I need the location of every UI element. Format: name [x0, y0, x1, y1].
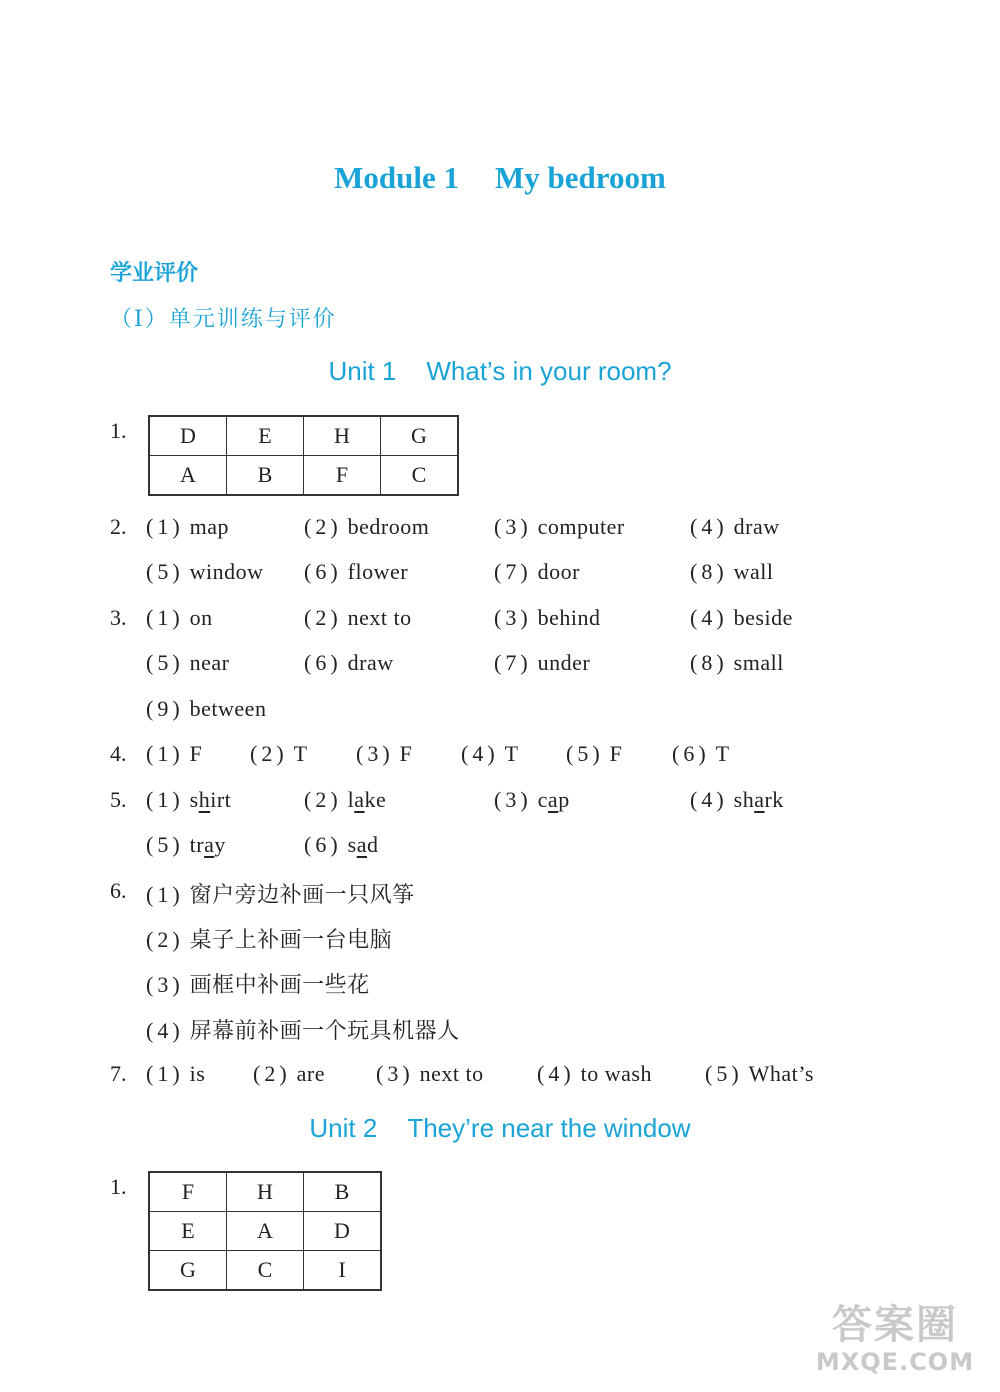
item-number: (4) [146, 1018, 184, 1043]
grid-cell: G [149, 1251, 227, 1291]
question-number: 1. [110, 418, 127, 443]
item-number: (4) [537, 1061, 575, 1086]
item-text: on [189, 605, 213, 630]
item-number: (4) [690, 787, 728, 812]
grid-cell: D [149, 416, 227, 456]
item-text: 窗户旁边补画一只风筝 [189, 883, 415, 908]
item-text: T [504, 741, 519, 766]
grid-cell: D [304, 1212, 382, 1251]
item-number: (7) [494, 559, 532, 584]
item-text: next to [419, 1061, 484, 1086]
word-suffix: irt [210, 787, 232, 812]
answer-item [690, 559, 774, 585]
item-number: (2) [304, 514, 342, 539]
word-suffix: ke [364, 787, 387, 812]
item-text: bedroom [347, 514, 430, 539]
grid-cell: A [149, 456, 227, 496]
word-prefix: s [189, 787, 199, 812]
answer-item [690, 514, 780, 540]
item-number: (5) [146, 832, 184, 857]
item-number: (4) [461, 741, 499, 766]
grid-cell: F [304, 456, 381, 496]
unit2-name: They’re near the window [407, 1113, 691, 1143]
item-number: (5) [705, 1061, 743, 1086]
item-number: (2) [304, 605, 342, 630]
question-number: 5. [110, 787, 127, 812]
answer-item [146, 1061, 205, 1087]
word-prefix: c [537, 787, 548, 812]
question-number: 7. [110, 1061, 127, 1086]
item-number: (2) [146, 927, 184, 952]
item-number: (6) [304, 832, 342, 857]
answer-item [304, 832, 378, 858]
question-number: 3. [110, 605, 127, 630]
answer-item [146, 559, 264, 585]
answer-item [304, 514, 429, 540]
word-suffix: d [366, 832, 379, 857]
item-text: beside [733, 605, 793, 630]
item-number: (1) [146, 514, 184, 539]
word-suffix: y [214, 832, 226, 857]
item-number: (3) [494, 605, 532, 630]
item-text: window [189, 559, 264, 584]
answer-item [146, 1014, 460, 1045]
grid-row [149, 416, 458, 456]
grid-cell: G [381, 416, 459, 456]
item-text: near [189, 650, 230, 675]
answer-item [304, 605, 412, 631]
item-text: T [293, 741, 308, 766]
item-number: (5) [146, 559, 184, 584]
underlined-letter: a [354, 787, 365, 812]
item-text: is [189, 1061, 206, 1086]
grid-row [149, 456, 458, 496]
item-text: under [537, 650, 591, 675]
answer-item [690, 650, 784, 676]
answer-grid-unit2-q1 [148, 1171, 382, 1291]
grid-cell: I [304, 1251, 382, 1291]
grid-row [149, 1251, 381, 1291]
answer-item [146, 832, 226, 858]
grid-cell: H [227, 1172, 304, 1212]
item-number: (6) [304, 650, 342, 675]
word-suffix: rk [764, 787, 784, 812]
answer-item [461, 741, 519, 767]
item-number: (5) [566, 741, 604, 766]
sub-section-label: （Ⅰ）单元训练与评价 [110, 307, 337, 332]
underlined-letter: h [198, 787, 211, 812]
item-text: 屏幕前补画一个玩具机器人 [189, 1019, 460, 1044]
grid-cell: H [304, 416, 381, 456]
item-text: wall [733, 559, 774, 584]
underlined-letter: a [204, 832, 215, 857]
answer-item [146, 787, 231, 813]
item-number: (8) [690, 559, 728, 584]
item-number: (9) [146, 696, 184, 721]
item-number: (2) [250, 741, 288, 766]
item-number: (1) [146, 882, 184, 907]
item-text: are [296, 1061, 326, 1086]
item-text: flower [347, 559, 409, 584]
item-text: behind [537, 605, 601, 630]
item-text: draw [347, 650, 394, 675]
grid-cell: A [227, 1212, 304, 1251]
item-number: (3) [376, 1061, 414, 1086]
item-text: draw [733, 514, 780, 539]
item-text: small [733, 650, 784, 675]
item-text: 桌子上补画一台电脑 [189, 928, 393, 953]
item-number: (3) [494, 787, 532, 812]
item-number: (1) [146, 787, 184, 812]
question-number: 4. [110, 741, 127, 766]
answer-item [376, 1061, 484, 1087]
module-number: Module 1 [334, 160, 460, 195]
item-text: T [715, 741, 730, 766]
grid-row [149, 1172, 381, 1212]
underlined-letter: a [547, 787, 559, 812]
answer-item [690, 787, 784, 813]
item-text: map [189, 514, 230, 539]
item-number: (1) [146, 741, 184, 766]
answer-grid-unit1-q1 [148, 415, 459, 496]
unit1-name: What’s in your room? [426, 356, 672, 386]
answer-item [304, 650, 394, 676]
grid-cell: E [149, 1212, 227, 1251]
watermark-logo [800, 1302, 990, 1382]
answer-item [494, 605, 601, 631]
answer-item [304, 559, 408, 585]
answer-item [253, 1061, 325, 1087]
answer-item [672, 741, 730, 767]
grid-row [149, 1212, 381, 1251]
item-text: F [609, 741, 623, 766]
item-number: (8) [690, 650, 728, 675]
item-text: door [537, 559, 580, 584]
module-title [0, 160, 1000, 196]
watermark-text: 答案圈 [832, 1302, 958, 1348]
answer-item [494, 514, 625, 540]
grid-cell: B [304, 1172, 382, 1212]
answer-item [690, 605, 793, 631]
answer-item [146, 650, 230, 676]
question-number: 2. [110, 514, 127, 539]
item-number: (2) [304, 787, 342, 812]
unit1-number: Unit 1 [328, 356, 397, 386]
item-text: 画框中补画一些花 [189, 973, 370, 998]
answer-item [705, 1061, 814, 1087]
item-text: next to [347, 605, 412, 630]
item-number: (3) [356, 741, 394, 766]
answer-item [146, 696, 266, 722]
grid-cell: B [227, 456, 304, 496]
item-number: (2) [253, 1061, 291, 1086]
answer-item [356, 741, 412, 767]
item-text: between [189, 696, 267, 721]
item-number: (6) [304, 559, 342, 584]
answer-item [494, 559, 580, 585]
unit2-number: Unit 2 [309, 1113, 378, 1143]
item-number: (3) [146, 972, 184, 997]
answer-item [146, 968, 370, 999]
answer-item [537, 1061, 652, 1087]
grid-cell: F [149, 1172, 227, 1212]
item-number: (7) [494, 650, 532, 675]
watermark-url: MXQE.COM [815, 1348, 975, 1376]
answer-item [146, 741, 202, 767]
item-text: What’s [748, 1061, 814, 1086]
unit2-title [0, 1113, 1000, 1144]
question-number: 1. [110, 1174, 127, 1199]
item-number: (4) [690, 514, 728, 539]
module-name: My bedroom [495, 160, 666, 195]
answer-item [146, 923, 392, 954]
grid-cell: E [227, 416, 304, 456]
underlined-letter: a [356, 832, 367, 857]
word-prefix: sh [733, 787, 755, 812]
unit1-title [0, 356, 1000, 387]
item-number: (4) [690, 605, 728, 630]
item-number: (1) [146, 1061, 184, 1086]
word-prefix: tr [189, 832, 205, 857]
section-label: 学业评价 [110, 261, 199, 286]
word-suffix: p [558, 787, 570, 812]
question-number: 6. [110, 878, 127, 903]
item-text: F [399, 741, 413, 766]
grid-cell: C [227, 1251, 304, 1291]
answer-item [250, 741, 308, 767]
answer-item [146, 605, 213, 631]
answer-item [146, 514, 229, 540]
item-number: (5) [146, 650, 184, 675]
answer-item [146, 878, 415, 909]
item-number: (6) [672, 741, 710, 766]
item-number: (3) [494, 514, 532, 539]
grid-cell: C [381, 456, 459, 496]
item-text: computer [537, 514, 625, 539]
answer-item [566, 741, 622, 767]
word-prefix: l [347, 787, 355, 812]
answer-item [304, 787, 386, 813]
item-number: (1) [146, 605, 184, 630]
item-text: F [189, 741, 203, 766]
underlined-letter: a [754, 787, 765, 812]
item-text: to wash [580, 1061, 652, 1086]
answer-item [494, 787, 570, 813]
answer-item [494, 650, 590, 676]
word-prefix: s [347, 832, 357, 857]
